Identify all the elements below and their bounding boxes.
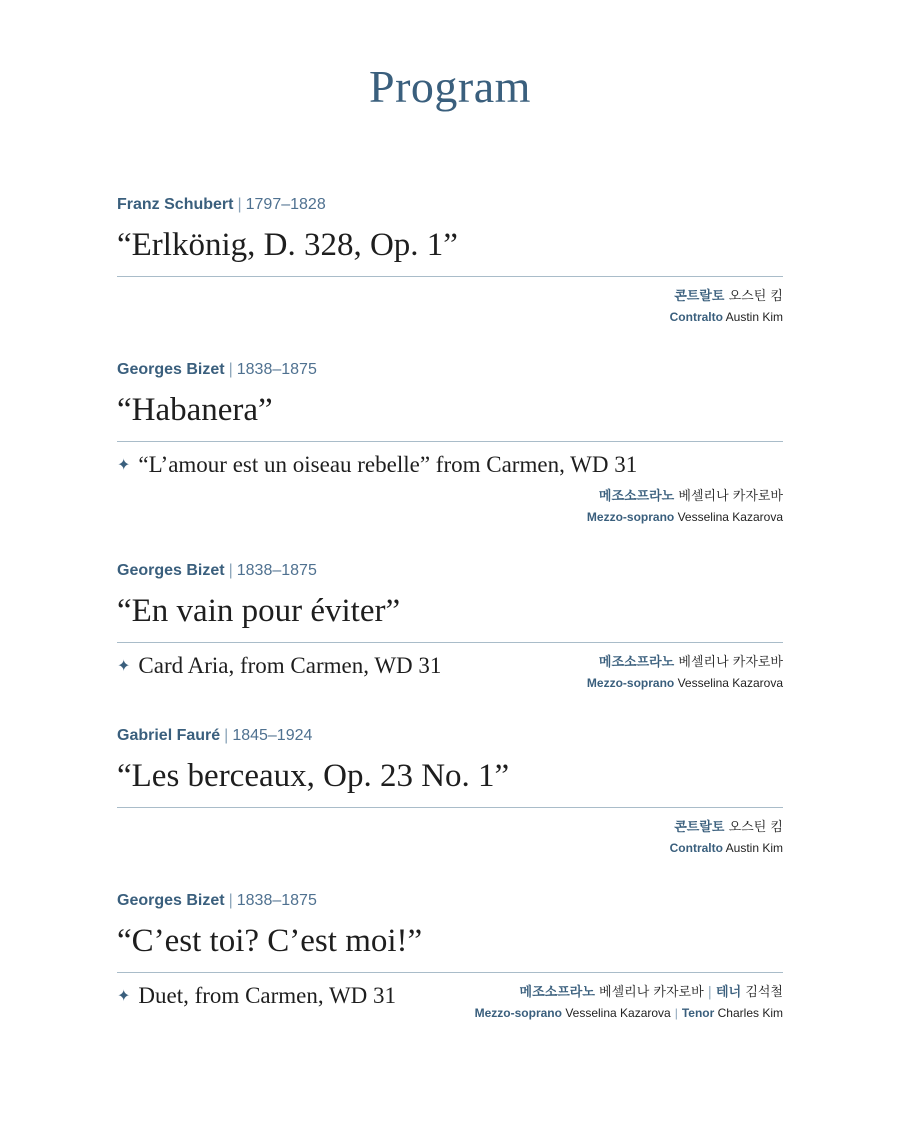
performer-english xyxy=(587,673,783,693)
performer-credits xyxy=(587,653,783,693)
performer-role-ko: 메조소프라노 xyxy=(598,655,675,670)
performer-role-ko: 메조소프라노 xyxy=(598,489,675,504)
program-item xyxy=(117,359,783,524)
composer-line xyxy=(117,890,783,912)
performer-korean xyxy=(587,653,783,673)
composer-name: Georges Bizet xyxy=(117,361,225,378)
work-title: “Les berceaux, Op. 23 No. 1” xyxy=(117,758,510,794)
performer-english xyxy=(587,507,783,527)
performer-role-en: Mezzo-soprano xyxy=(586,510,675,524)
separator: | xyxy=(707,985,713,1000)
performer-credits xyxy=(587,487,783,527)
performer-role-ko: 테너 xyxy=(716,985,742,1000)
program-item xyxy=(117,890,783,1033)
performer-name-en: Austin Kim xyxy=(725,310,783,324)
subtitle-text: “L’amour est un oiseau rebelle” from Carmen, WD 31 xyxy=(138,452,638,477)
performer-name-en: Vesselina Kazarova xyxy=(677,510,783,524)
performer-korean xyxy=(587,487,783,507)
composer-name: Georges Bizet xyxy=(117,562,225,579)
performer-name-ko: 오스틴 킴 xyxy=(728,289,783,304)
page-title: Program xyxy=(369,61,531,112)
work-subtitle xyxy=(117,450,637,480)
separator: | xyxy=(674,1006,678,1020)
performer-english xyxy=(475,1003,783,1023)
performer-role-en: Contralto xyxy=(669,841,723,855)
performer-name-ko: 김석철 xyxy=(745,985,783,1000)
four-pointed-star-icon: ✦ xyxy=(117,986,131,1005)
subtitle-text: Duet, from Carmen, WD 31 xyxy=(138,983,397,1008)
performer-name-en: Charles Kim xyxy=(717,1006,783,1020)
program-item xyxy=(117,560,783,703)
performer-korean xyxy=(670,818,783,838)
composer-name: Gabriel Fauré xyxy=(117,727,221,744)
performer-english xyxy=(670,838,783,858)
performer-role-en: Tenor xyxy=(681,1006,715,1020)
performer-name-en: Austin Kim xyxy=(725,841,783,855)
separator: | xyxy=(228,892,233,909)
performer-role-en: Mezzo-soprano xyxy=(586,676,675,690)
composer-line xyxy=(117,359,783,381)
performer-name-ko: 오스틴 킴 xyxy=(728,820,783,835)
composer-years: 1838–1875 xyxy=(236,361,317,378)
piece-details xyxy=(117,973,783,1033)
composer-years: 1797–1828 xyxy=(245,196,326,213)
performer-role-ko: 콘트랄토 xyxy=(674,289,725,304)
composer-line xyxy=(117,560,783,582)
performer-name-ko: 베셀리나 카자로바 xyxy=(678,655,783,670)
separator: | xyxy=(228,562,233,579)
performer-credits xyxy=(475,983,783,1023)
work-title: “Erlkönig, D. 328, Op. 1” xyxy=(117,227,458,263)
work-title: “Habanera” xyxy=(117,392,273,428)
piece-details xyxy=(117,442,783,524)
performer-name-en: Vesselina Kazarova xyxy=(677,676,783,690)
performer-role-ko: 메조소프라노 xyxy=(519,985,595,1000)
performer-korean xyxy=(475,983,783,1003)
piece-details xyxy=(117,643,783,703)
work-title: “C’est toi? C’est moi!” xyxy=(117,923,423,959)
performer-role-ko: 콘트랄토 xyxy=(674,820,725,835)
performer-english xyxy=(670,307,783,327)
performer-role-en: Contralto xyxy=(669,310,723,324)
composer-line xyxy=(117,194,783,216)
composer-name: Georges Bizet xyxy=(117,892,225,909)
performer-name-ko: 베셀리나 카자로바 xyxy=(599,985,704,1000)
composer-years: 1838–1875 xyxy=(236,562,317,579)
separator: | xyxy=(228,361,233,378)
composer-years: 1838–1875 xyxy=(236,892,317,909)
program-item xyxy=(117,194,783,337)
work-title: “En vain pour éviter” xyxy=(117,593,401,629)
composer-name: Franz Schubert xyxy=(117,196,234,213)
performer-name-ko: 베셀리나 카자로바 xyxy=(678,489,783,504)
performer-role-en: Mezzo-soprano xyxy=(474,1006,562,1020)
work-subtitle xyxy=(117,651,441,681)
four-pointed-star-icon: ✦ xyxy=(117,656,131,675)
composer-line xyxy=(117,725,783,747)
separator: | xyxy=(224,727,229,744)
performer-credits xyxy=(670,287,783,327)
performer-credits xyxy=(670,818,783,858)
piece-details xyxy=(117,808,783,868)
piece-details xyxy=(117,277,783,337)
separator: | xyxy=(237,196,242,213)
four-pointed-star-icon: ✦ xyxy=(117,455,131,474)
performer-name-en: Vesselina Kazarova xyxy=(565,1006,671,1020)
subtitle-text: Card Aria, from Carmen, WD 31 xyxy=(138,653,442,678)
performer-korean xyxy=(670,287,783,307)
program-item xyxy=(117,725,783,868)
work-subtitle xyxy=(117,981,396,1011)
composer-years: 1845–1924 xyxy=(232,727,313,744)
